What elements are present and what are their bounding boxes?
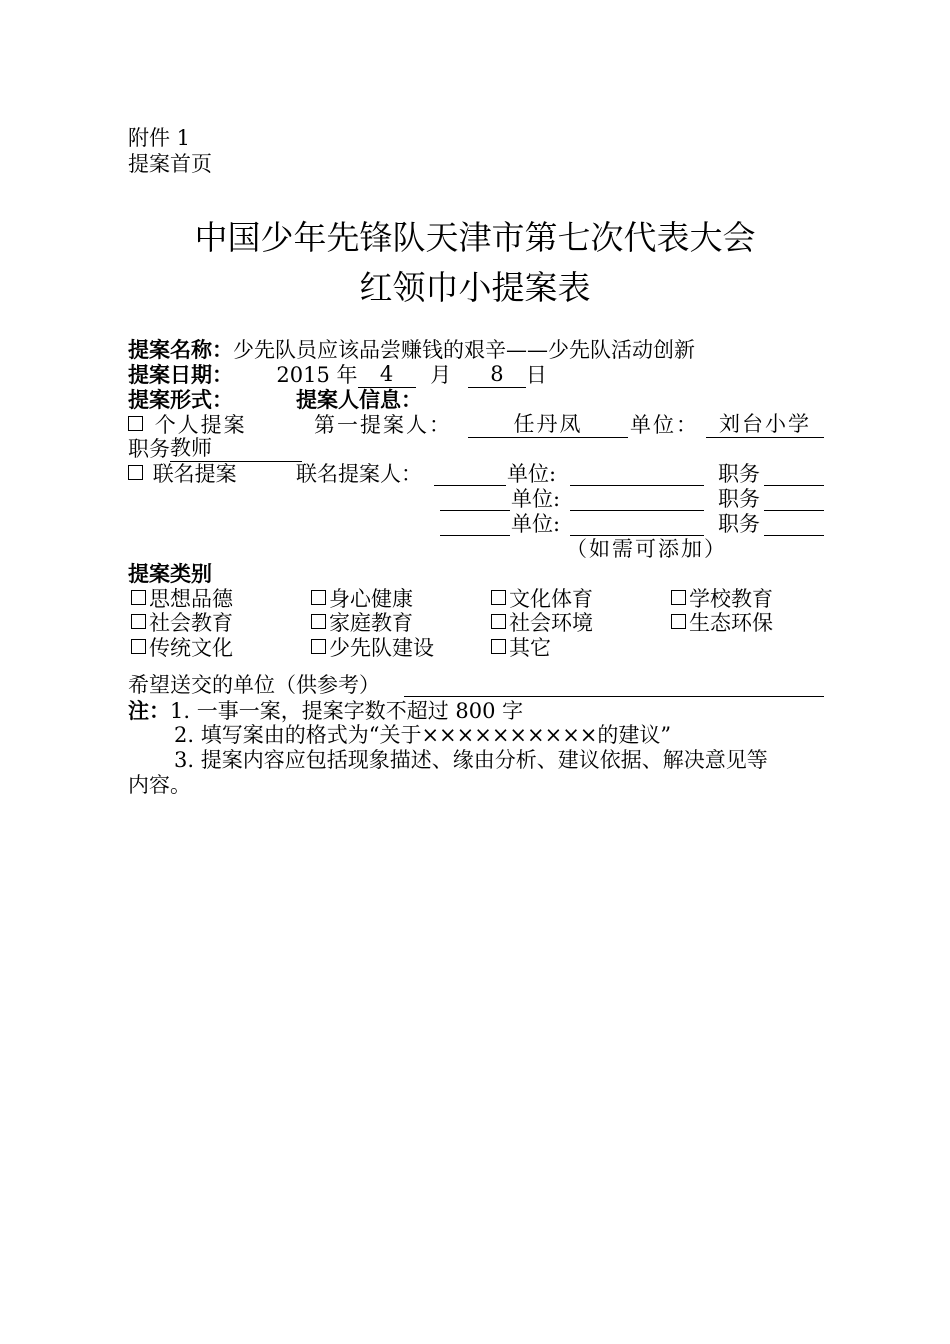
- first-page-label: 提案首页: [128, 152, 212, 176]
- unit-label: 单位：: [630, 413, 699, 437]
- co-unit-3-line[interactable]: [570, 535, 704, 536]
- date-day-unit: 日: [525, 363, 547, 387]
- first-proposer-value: 任丹凤: [468, 413, 628, 438]
- joint-proposal-checkbox[interactable]: [128, 465, 143, 480]
- note-1: 1. 一事一案，提案字数不超过 800 字: [170, 699, 524, 723]
- co-position-2-line[interactable]: [764, 510, 824, 511]
- co-proposer-1-line[interactable]: [434, 485, 506, 486]
- category-option[interactable]: [491, 636, 551, 660]
- category-option-label: 文化体育: [509, 587, 593, 611]
- co-position-1-label: 职务: [718, 462, 760, 486]
- co-proposer-2-line[interactable]: [440, 510, 510, 511]
- category-option-label: 学校教育: [689, 587, 773, 611]
- unit-value: 刘台小学: [706, 413, 824, 438]
- category-checkbox[interactable]: [671, 614, 686, 629]
- category-option-label: 传统文化: [149, 636, 233, 660]
- category-option[interactable]: [131, 611, 233, 635]
- co-proposer-label: 联名提案人：: [296, 462, 422, 486]
- category-option-label: 思想品德: [149, 587, 233, 611]
- note-3-line-2: 内容。: [128, 773, 191, 797]
- attachment-label: 附件 1: [128, 126, 191, 150]
- joint-proposal-label: 联名提案: [152, 462, 237, 486]
- proposal-name-value: 少先队员应该品尝赚钱的艰辛——少先队活动创新: [233, 338, 695, 362]
- proposal-name-row: [128, 338, 695, 362]
- position-row: [128, 437, 302, 462]
- category-label: 提案类别: [128, 562, 212, 586]
- add-more-note: （如需可添加）: [566, 537, 727, 561]
- co-proposer-3-line[interactable]: [440, 535, 510, 536]
- category-checkbox[interactable]: [311, 614, 326, 629]
- co-unit-1-line[interactable]: [570, 485, 704, 486]
- category-option[interactable]: [671, 611, 773, 635]
- category-checkbox[interactable]: [491, 614, 506, 629]
- category-option-label: 生态环保: [689, 611, 773, 635]
- note-3-line-1: 3. 提案内容应包括现象描述、缘由分析、建议依据、解决意见等: [174, 748, 768, 772]
- category-checkbox[interactable]: [131, 590, 146, 605]
- co-unit-2-line[interactable]: [570, 510, 704, 511]
- co-position-2-label: 职务: [718, 487, 760, 511]
- position-label: 职务: [128, 437, 170, 461]
- note-1-row: [128, 699, 523, 723]
- date-year-unit: 年: [336, 363, 358, 387]
- submit-unit-label: 希望送交的单位（供参考）: [128, 673, 380, 697]
- category-option[interactable]: [311, 636, 434, 660]
- proposal-name-label: 提案名称：: [128, 338, 233, 362]
- date-month: 4: [358, 363, 416, 388]
- category-option-label: 社会环境: [509, 611, 593, 635]
- individual-proposal-label: 个人提案: [154, 413, 247, 437]
- category-checkbox[interactable]: [491, 639, 506, 654]
- category-option[interactable]: [311, 611, 413, 635]
- co-position-1-line[interactable]: [764, 485, 824, 486]
- category-option[interactable]: [131, 636, 233, 660]
- co-position-3-line[interactable]: [764, 535, 824, 536]
- co-unit-3-label: 单位:: [511, 512, 561, 536]
- co-unit-1-label: 单位:: [507, 462, 557, 486]
- co-position-3-label: 职务: [718, 512, 760, 536]
- co-unit-2-label: 单位:: [511, 487, 561, 511]
- page-subtitle: 红领巾小提案表: [359, 268, 591, 307]
- category-checkbox[interactable]: [491, 590, 506, 605]
- category-option[interactable]: [491, 587, 593, 611]
- joint-proposal-row: [128, 462, 237, 486]
- date-day: 8: [468, 363, 526, 388]
- submit-unit-line[interactable]: [404, 696, 824, 697]
- note-2: 2. 填写案由的格式为“关于××××××××××的建议”: [174, 723, 672, 747]
- first-proposer-label: 第一提案人：: [314, 413, 452, 437]
- category-checkbox[interactable]: [311, 590, 326, 605]
- category-option[interactable]: [131, 587, 233, 611]
- category-option-label: 家庭教育: [329, 611, 413, 635]
- date-month-unit: 月: [430, 363, 452, 387]
- category-option-label: 其它: [509, 636, 551, 660]
- category-option-label: 社会教育: [149, 611, 233, 635]
- proposal-date-label: 提案日期：: [128, 363, 233, 387]
- individual-proposal-row: [128, 413, 247, 437]
- unit-field: [706, 413, 824, 438]
- date-year: 2015: [276, 363, 330, 387]
- category-option[interactable]: [491, 611, 593, 635]
- category-checkbox[interactable]: [131, 639, 146, 654]
- page-title: 中国少年先锋队天津市第七次代表大会: [194, 218, 756, 257]
- category-checkbox[interactable]: [311, 639, 326, 654]
- category-option[interactable]: [311, 587, 413, 611]
- proposal-form-label: 提案形式：: [128, 388, 233, 412]
- category-checkbox[interactable]: [671, 590, 686, 605]
- category-checkbox[interactable]: [131, 614, 146, 629]
- first-proposer-field: [468, 413, 628, 438]
- category-option-label: 少先队建设: [329, 636, 434, 660]
- category-option[interactable]: [671, 587, 773, 611]
- category-option-label: 身心健康: [329, 587, 413, 611]
- proposal-date-row: [128, 363, 547, 388]
- proposer-info-label: 提案人信息：: [296, 388, 422, 412]
- notes-label: 注：: [128, 699, 170, 723]
- position-value: 教师: [170, 437, 302, 462]
- individual-proposal-checkbox[interactable]: [128, 416, 143, 431]
